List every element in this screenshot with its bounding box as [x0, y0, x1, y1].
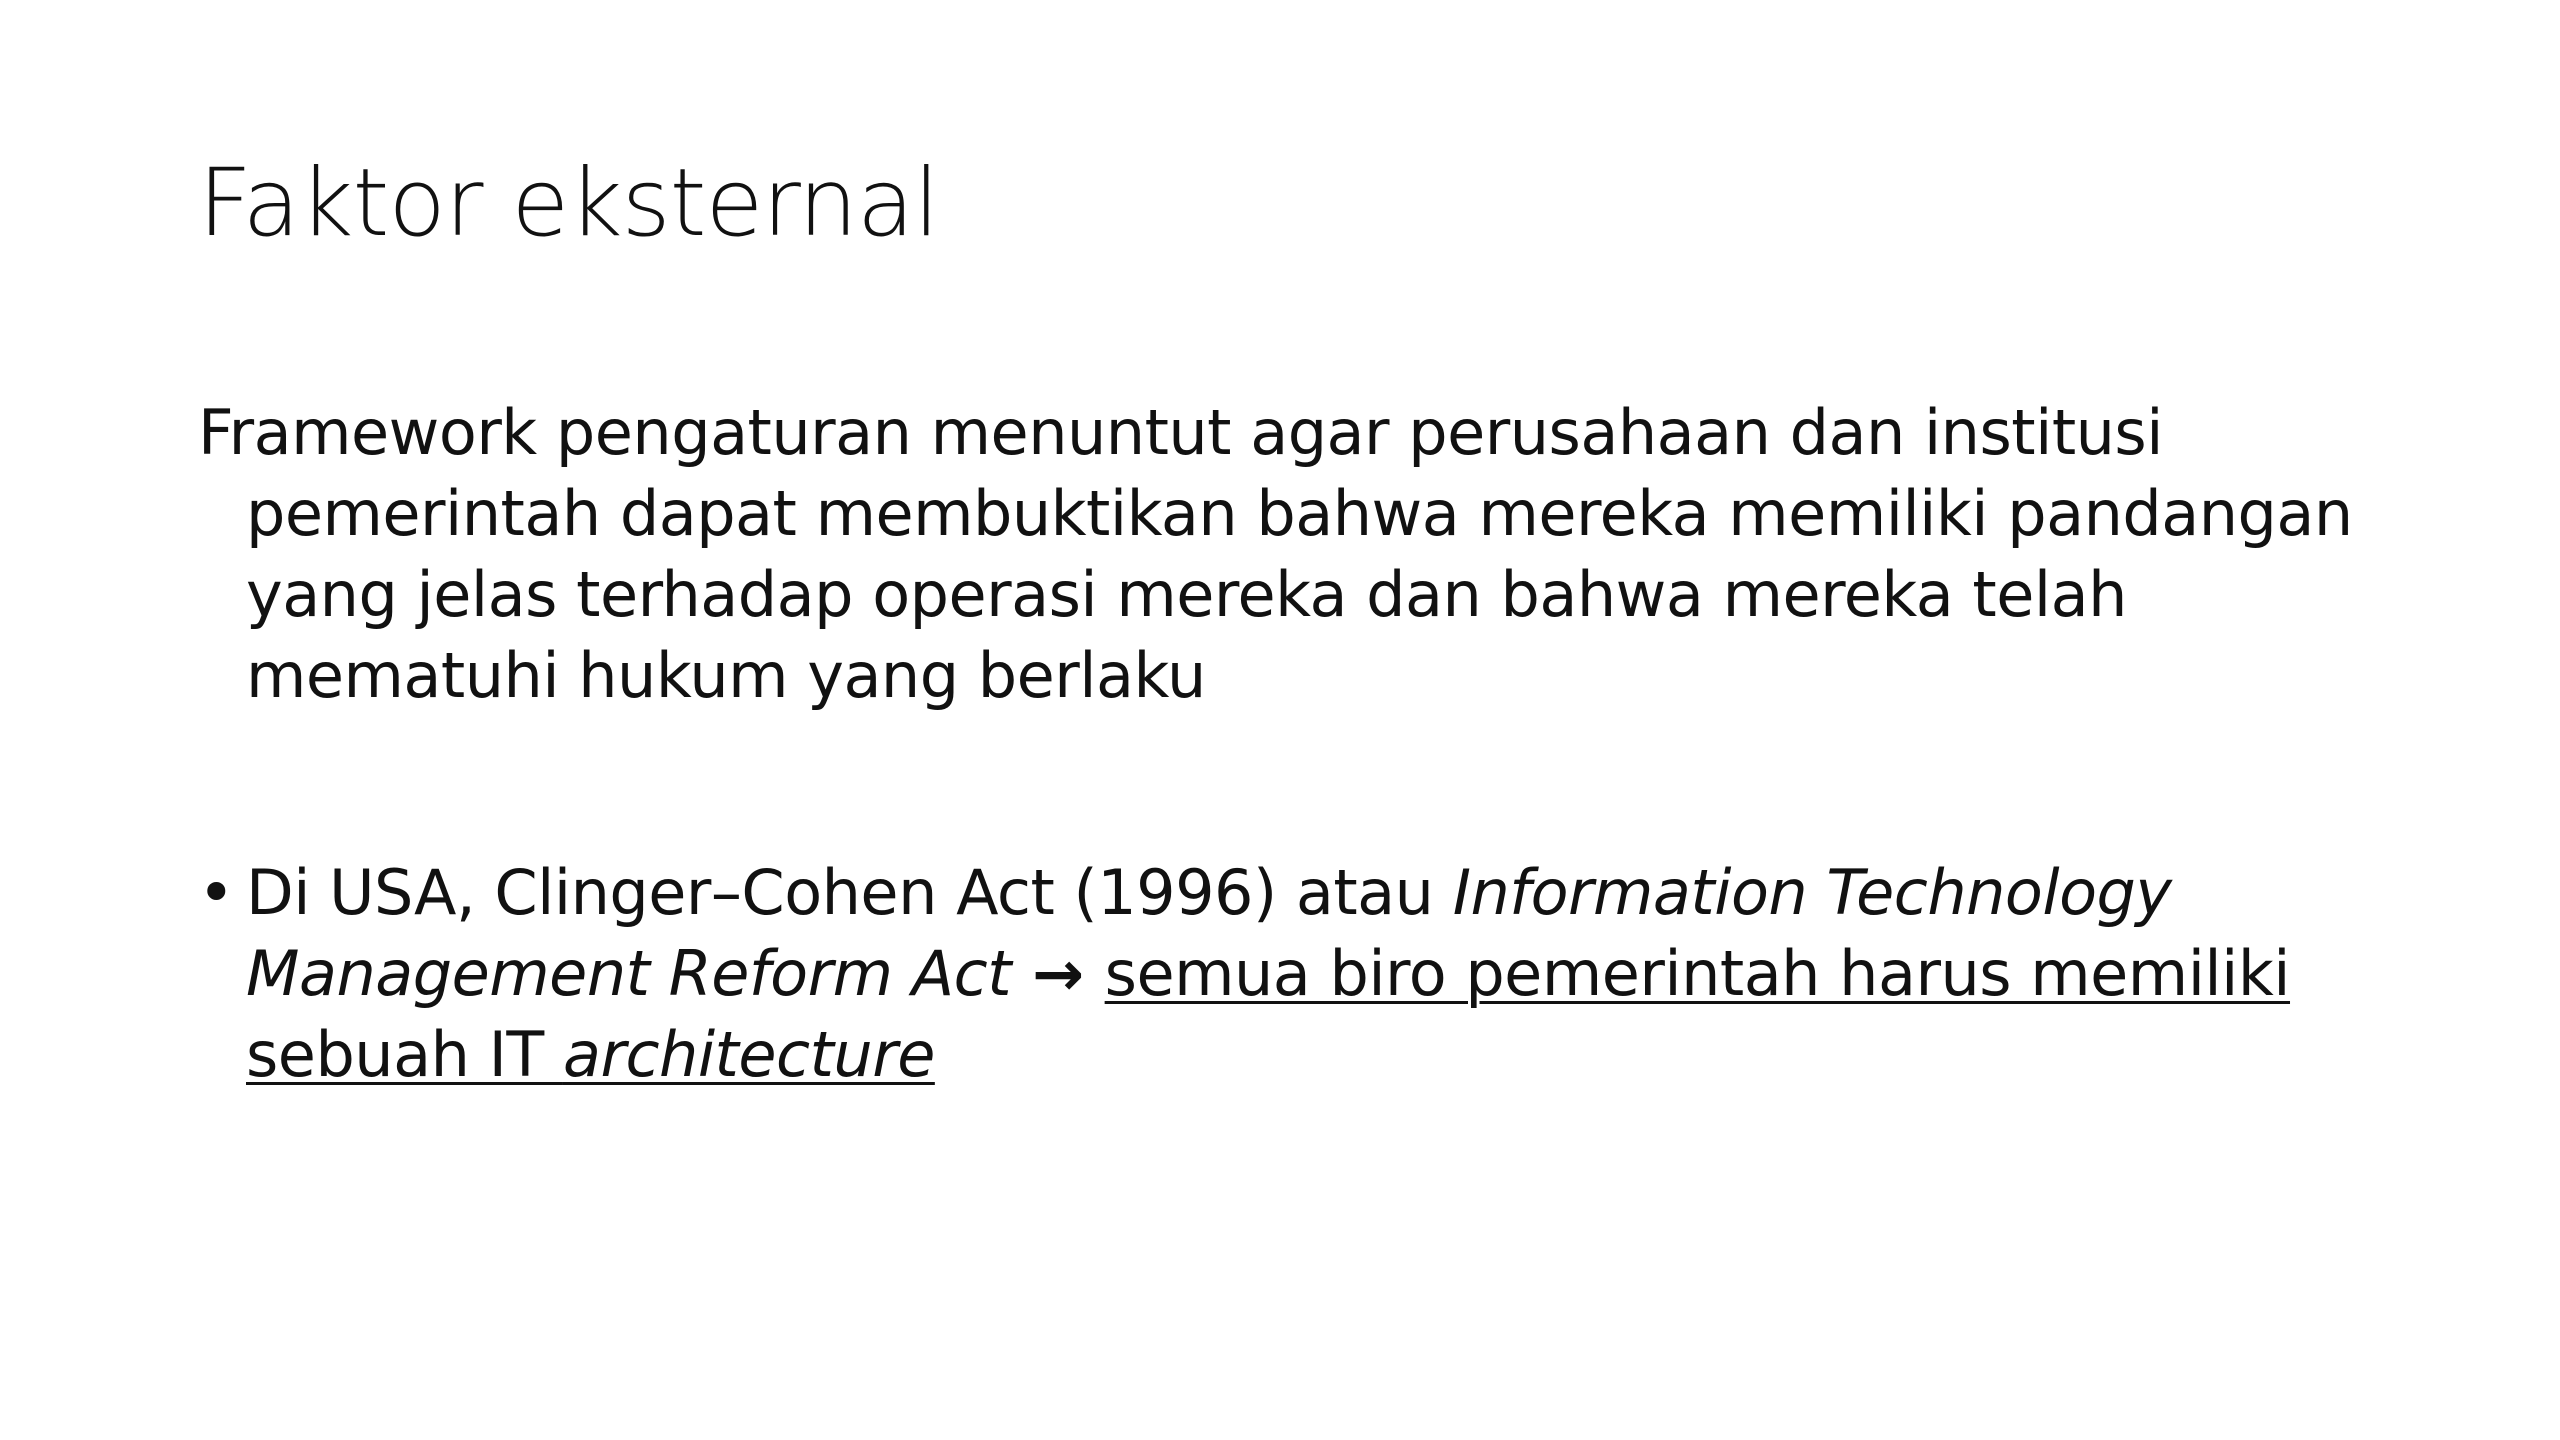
bullet-marker: • — [198, 856, 235, 929]
conclusion-term-text: architecture — [562, 1018, 935, 1091]
slide-title: Faktor eksternal — [198, 149, 939, 258]
bullet-intro-text: Di USA, Clinger–Cohen Act (1996) atau — [246, 856, 1453, 929]
conclusion-text: semua biro pemerintah harus memiliki sebuah IT — [246, 937, 2291, 1091]
arrow-icon: → — [1011, 937, 1105, 1010]
act-name-text: Information Technology Management Reform Act — [246, 856, 2172, 1010]
bullet-item — [198, 852, 2378, 1095]
body-paragraph: Framework pengaturan menuntut agar perusahaan dan institusi pemerintah dapat membuktikan bahwa mereka memiliki pandangan yang jelas terhadap operasi mereka dan bahwa mereka telah mematuhi hukum yang berlaku — [198, 396, 2353, 712]
bullet-list — [198, 852, 2378, 1095]
